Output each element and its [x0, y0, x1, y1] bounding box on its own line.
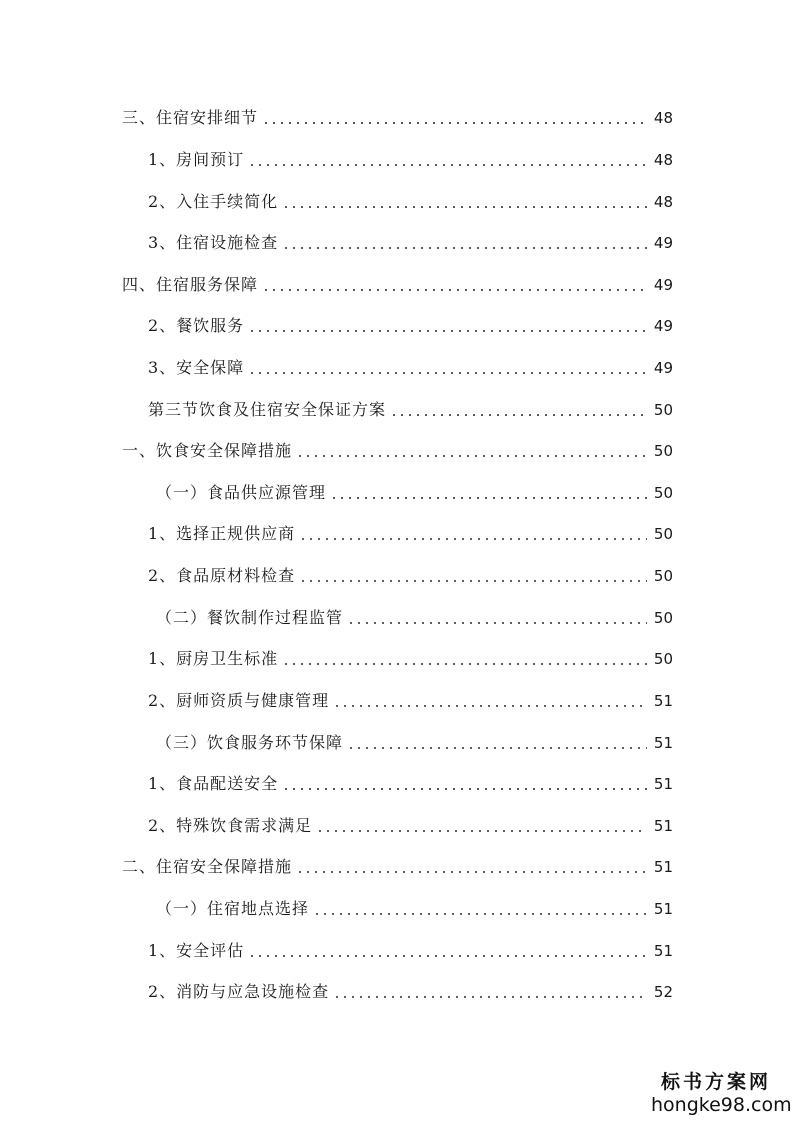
toc-entry[interactable] — [156, 729, 673, 753]
toc-page-number: 50 — [653, 525, 673, 543]
toc-entry-title: （一）住宿地点选择 — [156, 899, 310, 918]
toc-page-number: 50 — [653, 484, 673, 502]
dot-leader — [282, 788, 647, 790]
toc-page-number: 50 — [653, 401, 673, 419]
toc-entry-title: 2、消防与应急设施检查 — [148, 982, 330, 1001]
toc-entry[interactable] — [148, 645, 673, 669]
dot-leader — [390, 414, 647, 416]
dot-leader — [262, 289, 647, 291]
toc-page-number: 48 — [653, 193, 673, 211]
toc-page-number: 48 — [653, 109, 673, 127]
toc-page-number: 50 — [653, 442, 673, 460]
toc-entry-title: （一）食品供应源管理 — [156, 483, 327, 502]
dot-leader — [296, 455, 647, 457]
toc-entry-title: 第三节饮食及住宿安全保证方案 — [148, 400, 387, 419]
dot-leader — [347, 622, 647, 624]
toc-entry[interactable] — [122, 271, 673, 295]
dot-leader — [333, 705, 647, 707]
dot-leader — [333, 996, 647, 998]
toc-entry-title: 1、安全评估 — [148, 941, 245, 960]
toc-entry[interactable] — [148, 937, 673, 961]
dot-leader — [347, 747, 647, 749]
toc-entry-title: 2、厨师资质与健康管理 — [148, 691, 330, 710]
toc-page-number: 49 — [653, 276, 673, 294]
toc-page-number: 51 — [653, 775, 673, 793]
dot-leader — [296, 871, 647, 873]
toc-entry[interactable] — [148, 687, 673, 711]
toc-entry-title: 三、住宿安排细节 — [122, 108, 259, 127]
site-watermark — [651, 1070, 792, 1116]
toc-entry-title: 1、厨房卫生标准 — [148, 649, 279, 668]
toc-entry-title: 1、房间预订 — [148, 150, 245, 169]
watermark-site-name: 标书方案网 — [660, 1071, 771, 1093]
dot-leader — [299, 538, 647, 540]
toc-entry-title: 3、安全保障 — [148, 358, 245, 377]
toc-entry-title: 1、选择正规供应商 — [148, 524, 296, 543]
toc-entry[interactable] — [148, 770, 673, 794]
dot-leader — [282, 206, 647, 208]
toc-page-number: 49 — [653, 317, 673, 335]
dot-leader — [330, 497, 647, 499]
toc-entry[interactable] — [122, 437, 673, 461]
toc-entry-title: 二、住宿安全保障措施 — [122, 857, 293, 876]
toc-entry[interactable] — [148, 312, 673, 336]
toc-entry[interactable] — [148, 188, 673, 212]
toc-entry-title: 一、饮食安全保障措施 — [122, 441, 293, 460]
toc-entry-title: 2、餐饮服务 — [148, 316, 245, 335]
dot-leader — [299, 580, 647, 582]
toc-page-number: 51 — [653, 817, 673, 835]
dot-leader — [313, 913, 647, 915]
toc-page-number: 51 — [653, 734, 673, 752]
toc-entry[interactable] — [148, 520, 673, 544]
toc-page-number: 50 — [653, 650, 673, 668]
dot-leader — [248, 372, 647, 374]
dot-leader — [316, 830, 647, 832]
toc-page-number: 51 — [653, 942, 673, 960]
toc-entry[interactable] — [156, 604, 673, 628]
toc-entry-title: 2、食品原材料检查 — [148, 566, 296, 585]
dot-leader — [248, 330, 647, 332]
dot-leader — [248, 955, 647, 957]
toc-page-number: 50 — [653, 609, 673, 627]
dot-leader — [248, 164, 647, 166]
toc-entry[interactable] — [148, 146, 673, 170]
toc-entry-title: 1、食品配送安全 — [148, 774, 279, 793]
toc-entry[interactable] — [122, 853, 673, 877]
toc-page-number: 49 — [653, 359, 673, 377]
toc-page-number: 50 — [653, 567, 673, 585]
watermark-domain: hongke98.com — [651, 1094, 792, 1116]
toc-entry-title: 2、入住手续简化 — [148, 192, 279, 211]
toc-entry-title: 四、住宿服务保障 — [122, 275, 259, 294]
toc-entry-title: 2、特殊饮食需求满足 — [148, 816, 313, 835]
toc-entry[interactable] — [122, 104, 673, 128]
toc-entry-title: 3、住宿设施检查 — [148, 233, 279, 252]
toc-entry[interactable] — [156, 479, 673, 503]
toc-page-number: 48 — [653, 151, 673, 169]
toc-page-number: 52 — [653, 983, 673, 1001]
dot-leader — [282, 663, 647, 665]
toc-page-number: 51 — [653, 858, 673, 876]
dot-leader — [282, 247, 647, 249]
toc-entry-title: （二）餐饮制作过程监管 — [156, 608, 344, 627]
toc-page-number: 51 — [653, 900, 673, 918]
toc-entry-title: （三）饮食服务环节保障 — [156, 733, 344, 752]
dot-leader — [262, 122, 647, 124]
toc-entry[interactable] — [148, 812, 673, 836]
toc-entry[interactable] — [148, 229, 673, 253]
toc-page-number: 51 — [653, 692, 673, 710]
toc-entry[interactable] — [148, 562, 673, 586]
toc-entry[interactable] — [148, 396, 673, 420]
toc-page-number: 49 — [653, 234, 673, 252]
toc-entry[interactable] — [148, 354, 673, 378]
toc-entry[interactable] — [156, 895, 673, 919]
toc-entry[interactable] — [148, 978, 673, 1002]
